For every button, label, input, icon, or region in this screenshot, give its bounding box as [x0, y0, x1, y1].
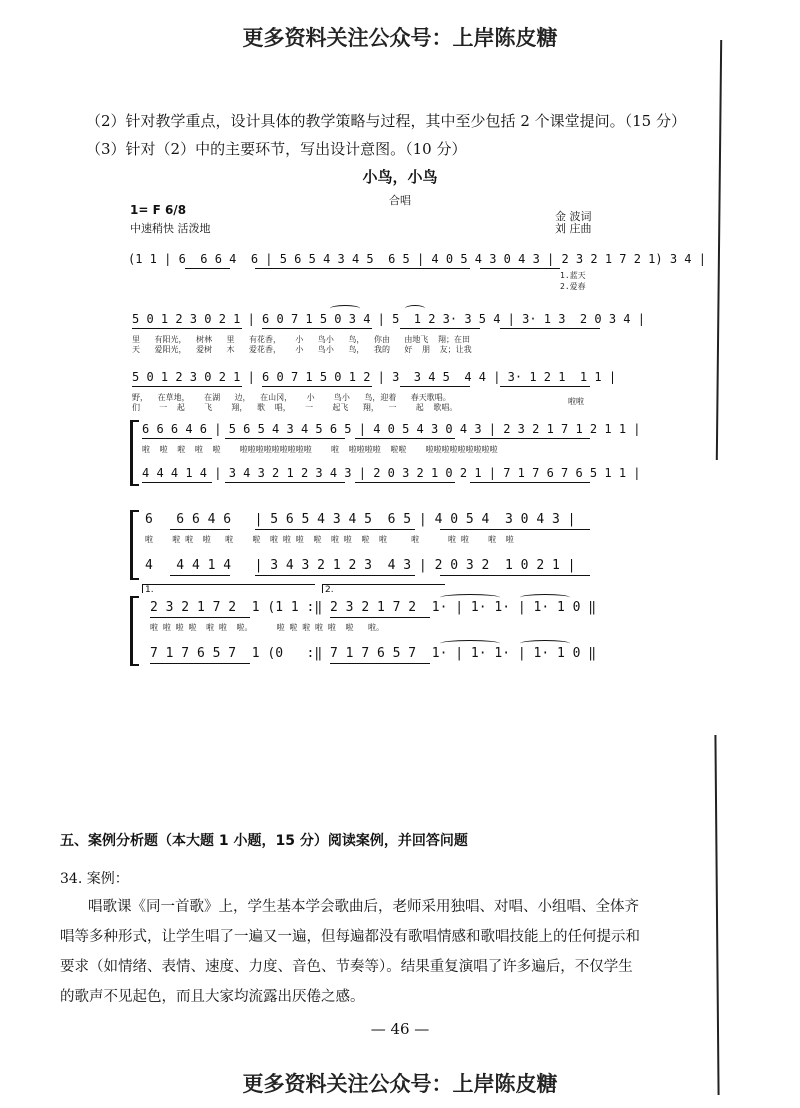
beam-underline	[440, 575, 590, 576]
system-3-upper-lyric: 啦 啦 啦 啦 啦 啦 啦。 啦 啦 啦 啦 啦 啦 啦。	[150, 623, 384, 632]
beam-underline	[480, 268, 560, 269]
beam-underline	[370, 268, 470, 269]
tie-arc	[440, 640, 500, 647]
beam-underline	[225, 438, 345, 439]
score-line-1: (1 1 | 6 6 6 4 6 | 5 6 5 4 3 4 5 6 5 | 4 0 5 4 3 0 4 3 | 2 3 2 1 7 2 1) 3 4 |	[128, 252, 706, 266]
beam-underline	[262, 386, 372, 387]
system-2-lower: 4 4 4 1 4 | 3 4 3 2 1 2 3 4 3 | 2 0 3 2 1 0 2 1 |	[145, 558, 576, 573]
system-1-upper-lyric: 啦 啦 啦 啦 啦 啦啦啦啦啦啦啦啦啦 啦 啦啦啦啦 啦啦 啦啦啦啦啦啦啦啦啦	[142, 445, 498, 454]
tie-arc	[405, 305, 425, 312]
system-2-upper-lyric: 啦 啦 啦 啦 啦 啦 啦 啦 啦 啦 啦 啦 啦 啦 啦 啦 啦 啦 啦	[145, 535, 514, 544]
beam-underline	[132, 386, 242, 387]
tie-arc	[520, 594, 570, 601]
beam-underline	[170, 529, 230, 530]
volta-1: 1.	[142, 584, 315, 593]
beam-underline	[255, 268, 375, 269]
verse-number-lyric: 1.蓝天 2.爱春	[560, 271, 586, 291]
song-genre: 合唱	[389, 194, 411, 207]
beam-underline	[150, 663, 250, 664]
system-brace	[130, 596, 139, 666]
tempo-marking: 中速稍快 活泼地	[130, 222, 211, 235]
score-line-2: 5 0 1 2 3 0 2 1 | 6 0 7 1 5 0 3 4 | 5 1 2 3· 3 5 4 | 3· 1 3 2 0 3 4 |	[132, 312, 645, 326]
question-2: （2）针对教学重点，设计具体的教学策略与过程，其中至少包括 2 个课堂提问。（15 分）	[86, 112, 686, 130]
song-title: 小鸟，小鸟	[362, 168, 438, 186]
beam-underline	[142, 482, 212, 483]
beam-underline	[470, 482, 590, 483]
case-label: 34. 案例：	[60, 871, 129, 887]
lyric-line-3-tail: 啦啦	[568, 397, 584, 406]
tie-arc	[440, 594, 500, 601]
lyric-line-2a: 里 有阳光， 树林 里 有花香， 小 鸟小 鸟， 你由 由地飞 翔；在田	[132, 335, 471, 344]
composer-credit: 刘 庄曲	[555, 222, 592, 235]
beam-underline	[142, 438, 212, 439]
beam-underline	[400, 328, 480, 329]
lyric-line-3a: 野， 在草地， 在湖 边， 在山冈， 小 鸟小 鸟，迎着 春天歌唱。	[132, 393, 451, 402]
case-paragraph-line: 要求（如情绪、表情、速度、力度、音色、节奏等）。结果重复演唱了许多遍后，不仅学生	[60, 959, 633, 975]
case-paragraph-line: 唱等多种形式，让学生唱了一遍又一遍，但每遍都没有歌唱情感和歌唱技能上的任何提示和	[60, 929, 640, 945]
beam-underline	[225, 482, 345, 483]
scan-edge-line-top	[716, 40, 722, 460]
key-signature: 1= F 6/8	[130, 203, 187, 217]
footer-banner: 更多资料关注公众号：上岸陈皮糖	[242, 1072, 558, 1096]
beam-underline	[470, 438, 590, 439]
beam-underline	[170, 575, 230, 576]
system-2-upper: 6 6 6 4 6 | 5 6 5 4 3 4 5 6 5 | 4 0 5 4 3 0 4 3 |	[145, 512, 576, 527]
question-3: （3）针对（2）中的主要环节，写出设计意图。（10 分）	[86, 140, 467, 158]
score-line-3: 5 0 1 2 3 0 2 1 | 6 0 7 1 5 0 1 2 | 3 3 4 5 4 4 | 3· 1 2 1 1 1 |	[132, 370, 617, 384]
beam-underline	[255, 575, 415, 576]
beam-underline	[355, 482, 455, 483]
beam-underline	[330, 617, 430, 618]
tie-arc	[520, 640, 570, 647]
volta-2: 2.	[322, 584, 445, 593]
beam-underline	[440, 529, 590, 530]
system-3-lower: 7 1 7 6 5 7 1 (0 :‖ 7 1 7 6 5 7 1· | 1· 1· | 1· 1 0 ‖	[150, 646, 597, 661]
system-brace	[130, 510, 139, 580]
beam-underline	[330, 663, 430, 664]
scan-edge-line-bottom	[714, 735, 719, 1095]
beam-underline	[500, 386, 590, 387]
beam-underline	[255, 529, 415, 530]
page-number: — 46 —	[370, 1020, 430, 1038]
system-3-upper: 2 3 2 1 7 2 1 (1 1 :‖ 2 3 2 1 7 2 1· | 1· 1· | 1· 1 0 ‖	[150, 600, 597, 615]
case-paragraph	[60, 892, 700, 1012]
lyricist-credit: 金 波词	[555, 210, 592, 223]
header-banner: 更多资料关注公众号：上岸陈皮糖	[242, 26, 558, 50]
beam-underline	[262, 328, 372, 329]
lyric-line-3b: 们 一 起 飞 翔， 歌 唱， 一 起飞 翔， 一 起 歌唱。	[132, 403, 458, 412]
beam-underline	[355, 438, 455, 439]
beam-underline	[400, 386, 470, 387]
system-1-lower: 4 4 4 1 4 | 3 4 3 2 1 2 3 4 3 | 2 0 3 2 1 0 2 1 | 7 1 7 6 7 6 5 1 1 |	[142, 466, 641, 480]
beam-underline	[185, 268, 230, 269]
system-brace	[130, 420, 139, 486]
beam-underline	[132, 328, 242, 329]
case-paragraph-line: 的歌声不见起色，而且大家均流露出厌倦之感。	[60, 989, 365, 1005]
beam-underline	[150, 617, 250, 618]
lyric-line-2b: 天 爱阳光， 爱树 木 爱花香， 小 鸟小 鸟， 我的 好 朋 友；让我	[132, 345, 472, 354]
section-5-heading: 五、案例分析题（本大题 1 小题，15 分）阅读案例，并回答问题	[60, 833, 468, 849]
tie-arc	[330, 305, 360, 312]
system-1-upper: 6 6 6 4 6 | 5 6 5 4 3 4 5 6 5 | 4 0 5 4 3 0 4 3 | 2 3 2 1 7 1 2 1 1 |	[142, 422, 641, 436]
beam-underline	[500, 328, 600, 329]
case-paragraph-line: 唱歌课《同一首歌》上，学生基本学会歌曲后，老师采用独唱、对唱、小组唱、全体齐	[88, 899, 639, 915]
